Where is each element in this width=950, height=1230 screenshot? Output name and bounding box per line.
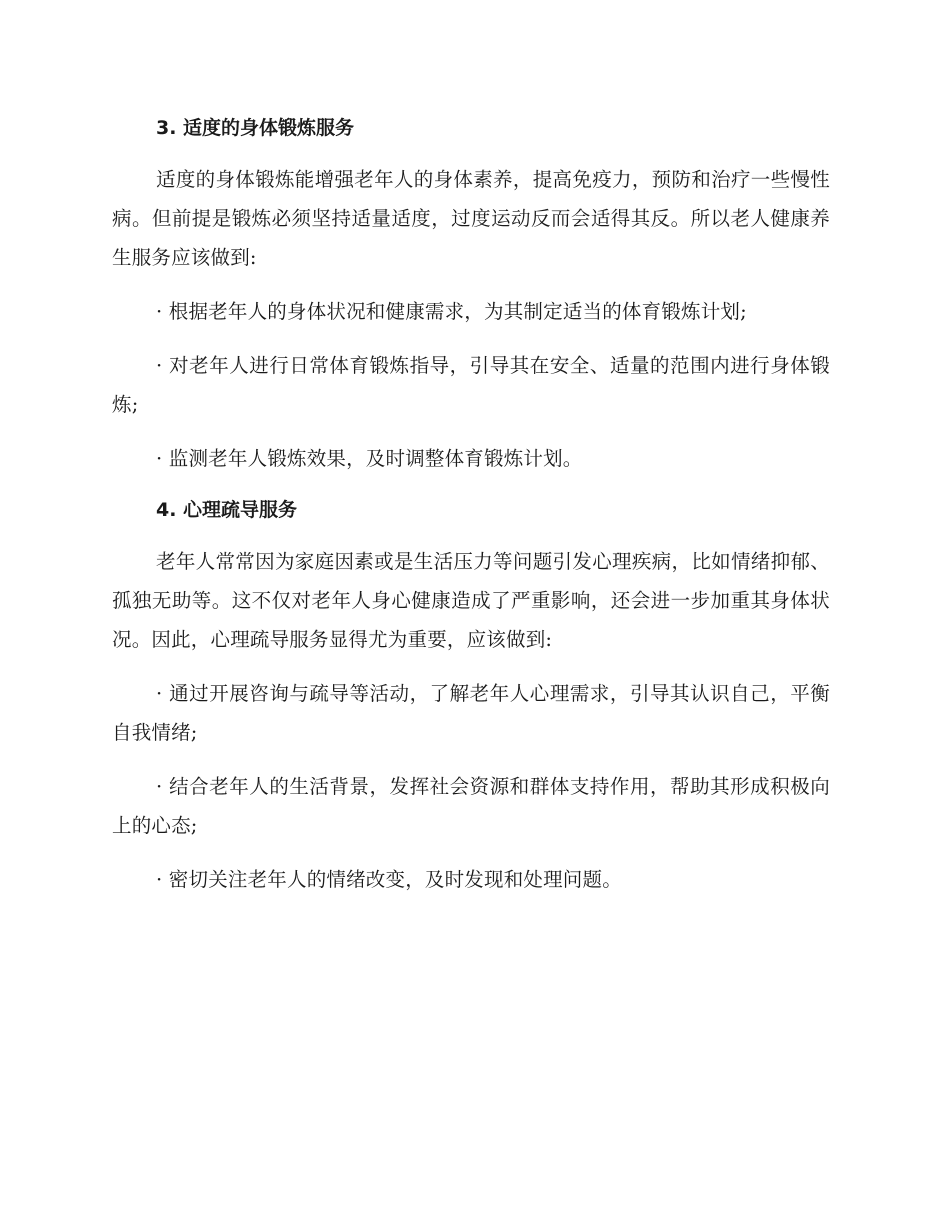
bullet-item: · 监测老年人锻炼效果，及时调整体育锻炼计划。 xyxy=(156,447,583,470)
bullet-item: · 对老年人进行日常体育锻炼指导，引导其在安全、适量的范围内进行身体锻炼; xyxy=(112,354,830,416)
bullet-item: · 密切关注老年人的情绪改变，及时发现和处理问题。 xyxy=(156,868,622,891)
document-page xyxy=(112,110,830,899)
bullet-item: · 通过开展咨询与疏导等活动，了解老年人心理需求，引导其认识自己，平衡自我情绪; xyxy=(112,682,830,744)
section-heading: 4. 心理疏导服务 xyxy=(156,499,298,521)
section-intro-paragraph: 适度的身体锻炼能增强老年人的身体素养，提高免疫力，预防和治疗一些慢性病。但前提是锻炼必须坚持适量适度，过度运动反而会适得其反。所以老人健康养生服务应该做到: xyxy=(112,168,830,269)
section-intro-paragraph: 老年人常常因为家庭因素或是生活压力等问题引发心理疾病，比如情绪抑郁、孤独无助等。这不仅对老年人身心健康造成了严重影响，还会进一步加重其身体状况。因此，心理疏导服务显得尤为重要，应该做到: xyxy=(112,550,830,651)
bullet-item: · 结合老年人的生活背景，发挥社会资源和群体支持作用，帮助其形成积极向上的心态; xyxy=(112,775,830,837)
bullet-item: · 根据老年人的身体状况和健康需求，为其制定适当的体育锻炼计划; xyxy=(156,300,747,323)
section-heading: 3. 适度的身体锻炼服务 xyxy=(156,117,355,139)
